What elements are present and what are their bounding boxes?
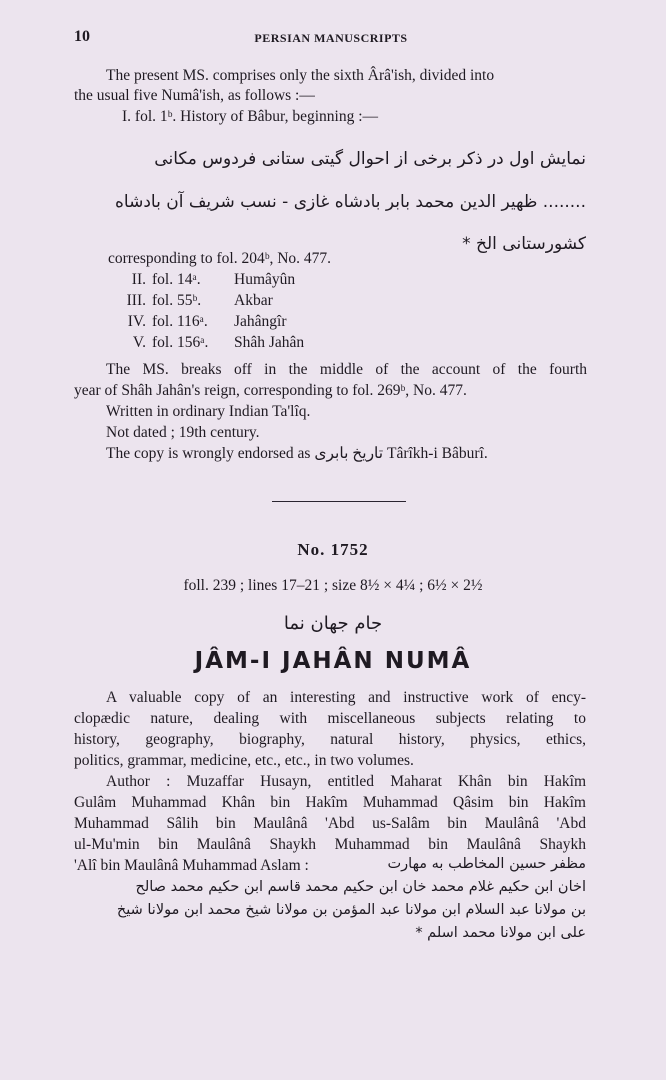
item-number: II. — [131, 271, 146, 288]
item-name: Jahângîr — [234, 313, 287, 330]
note-line-4: Not dated ; 19th century. — [106, 424, 260, 441]
author-line-3: Muhammad Sâlih bin Maulânâ 'Abd us-Salâm bin Maulânâ 'Abd — [74, 815, 586, 832]
item-number: V. — [132, 334, 146, 351]
item-1-line: I. fol. 1ᵇ. History of Bâbur, beginning :— — [122, 108, 379, 125]
author-arabic-3: بن مولانا عبد السلام ابن مولانا عبد المؤمن بن مولانا شیخ محمد ابن مولانا شیخ — [116, 902, 586, 918]
intro-line-2: the usual five Numâ'ish, as follows :— — [74, 87, 315, 104]
note-line-1: The MS. breaks off in the middle of the account of the fourth — [106, 361, 587, 378]
author-line-5: 'Alî bin Maulânâ Muhammad Aslam : — [74, 857, 309, 874]
list-item — [116, 291, 273, 311]
item-folio: fol. 156ᵃ. — [152, 334, 209, 351]
author-arabic-4: علی ابن مولانا محمد اسلم * — [415, 925, 586, 941]
description-line-1: A valuable copy of an interesting and instructive work of ency- — [106, 689, 586, 706]
item-number: III. — [126, 292, 146, 309]
note-line-5: The copy is wrongly endorsed as تاریخ بابری Târîkh-i Bâburî. — [106, 445, 488, 462]
author-line-1: Author : Muzaffar Husayn, entitled Maharat Khân bin Hakîm — [106, 773, 586, 790]
author-line-2: Gulâm Muhammad Khân bin Hakîm Muhammad Qâsim bin Hakîm — [74, 794, 586, 811]
item-folio: fol. 14ᵃ. — [152, 271, 201, 288]
title-arabic: جام جهان نما — [283, 613, 383, 634]
section-divider — [272, 501, 406, 502]
item-folio: fol. 116ᵃ. — [152, 313, 208, 330]
intro-line-1: The present MS. comprises only the sixth Ârâ'ish, divided into — [106, 67, 495, 84]
author-arabic-2: اخان ابن حکیم غلام محمد خان ابن حکیم محمد قاسم ابن حکیم محمد صالح — [135, 879, 586, 895]
folio-info: foll. 239 ; lines 17–21 ; size 8½ × 4¼ ; 6½ × 2½ — [183, 577, 483, 594]
item-number: IV. — [127, 313, 146, 330]
arabic-line-1: نمایش اول در ذکر برخی از احوال گیتی ستانی فردوس مکانی — [154, 149, 586, 169]
page-header — [74, 28, 588, 50]
item-name: Humâyûn — [234, 271, 296, 288]
note-line-3: Written in ordinary Indian Ta'lîq. — [106, 403, 311, 420]
page-number: 10 — [74, 28, 90, 45]
description-line-4: politics, grammar, medicine, etc., etc., in two volumes. — [74, 752, 414, 769]
entry-number: No. 1752 — [297, 540, 369, 559]
arabic-line-3: کشورستانی الخ * — [462, 234, 586, 254]
running-head: PERSIAN MANUSCRIPTS — [254, 31, 408, 45]
note-line-2: year of Shâh Jahân's reign, corresponding to fol. 269ᵇ, No. 477. — [74, 382, 467, 399]
item-name: Shâh Jahân — [234, 334, 305, 351]
arabic-line-2: ........ ظهیر الدین محمد بابر بادشاه غازی - نسب شریف آن بادشاه — [115, 192, 586, 212]
entry-title: JÂM-I JAHÂN NUMÂ — [194, 648, 472, 674]
list-item — [116, 333, 304, 353]
list-item — [116, 270, 295, 290]
description-line-3: history, geography, biography, natural history, physics, ethics, — [74, 731, 586, 748]
description-line-2: clopædic nature, dealing with miscellaneous subjects relating to — [74, 710, 586, 727]
item-folio: fol. 55ᵇ. — [152, 292, 202, 309]
corresponding-line: corresponding to fol. 204ᵇ, No. 477. — [108, 250, 332, 267]
author-arabic-1: مظفر حسین المخاطب به مهارت — [387, 856, 586, 872]
item-name: Akbar — [234, 292, 273, 309]
list-item — [116, 312, 287, 332]
author-line-4: ul-Mu'min bin Maulânâ Shaykh Muhammad bin Maulânâ Shaykh — [74, 836, 586, 853]
